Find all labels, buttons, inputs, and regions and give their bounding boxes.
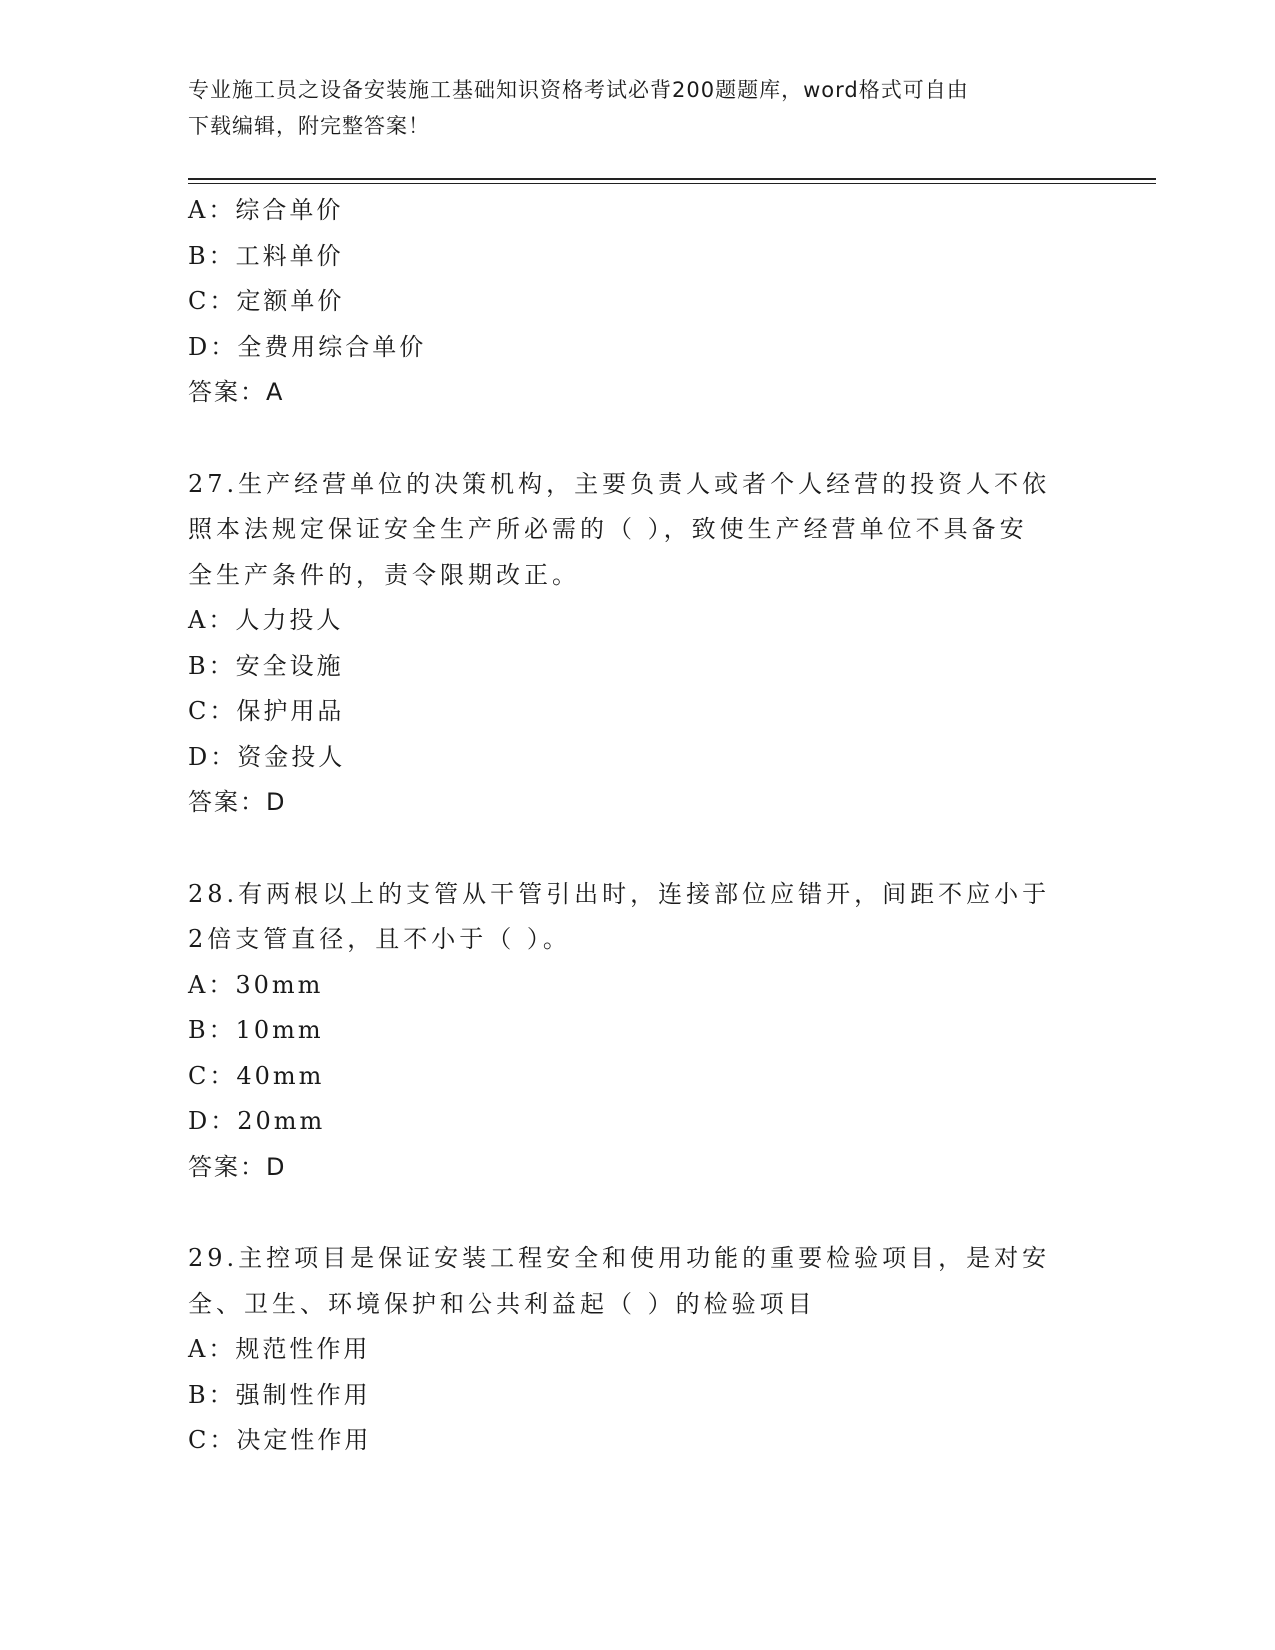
question-text-line: 27.生产经营单位的决策机构，主要负责人或者个人经营的投资人不依: [188, 469, 1051, 498]
option-c: C：决定性作用: [188, 1426, 372, 1454]
question-text-line: 全生产条件的，责令限期改正。: [188, 560, 580, 589]
question-text-line: 28.有两根以上的支管从干管引出时，连接部位应错开，间距不应小于: [188, 879, 1051, 908]
question-29: [188, 1236, 1088, 1464]
option-a: A：综合单价: [188, 196, 344, 224]
header-line-2: 下载编辑，附完整答案！: [188, 114, 430, 138]
option-d: D：资金投人: [188, 742, 346, 771]
option-b: B：10mm: [188, 1016, 324, 1044]
option-a: A：人力投人: [188, 606, 344, 634]
option-d: D：20mm: [188, 1107, 326, 1135]
question-28: [188, 872, 1088, 1191]
option-b: B：工料单价: [188, 241, 344, 270]
option-d: D：全费用综合单价: [188, 332, 427, 361]
option-b: B：安全设施: [188, 651, 344, 680]
answer: 答案：A: [188, 378, 285, 406]
question-text-line: 照本法规定保证安全生产所必需的（ ），致使生产经营单位不具备安: [188, 515, 1028, 543]
question-text-line: 2倍支管直径，且不小于（ ）。: [188, 925, 571, 953]
question-text-line: 全、卫生、环境保护和公共利益起（ ）的检验项目: [188, 1289, 816, 1318]
answer: 答案：D: [188, 1152, 287, 1181]
option-c: C：40mm: [188, 1061, 325, 1090]
question-27: [188, 462, 1088, 826]
question-text-line: 29.主控项目是保证安装工程安全和使用功能的重要检验项目，是对安: [188, 1244, 1051, 1272]
header-line-1: 专业施工员之设备安装施工基础知识资格考试必背200题题库，word格式可自由: [188, 78, 969, 102]
option-a: A：规范性作用: [188, 1335, 371, 1363]
question-list: [188, 188, 1088, 1464]
header-divider-thick: [188, 178, 1156, 180]
option-b: B：强制性作用: [188, 1380, 371, 1409]
option-c: C：保护用品: [188, 697, 345, 725]
document-header: [188, 72, 1088, 144]
option-c: C：定额单价: [188, 287, 345, 315]
header-divider-thin: [188, 183, 1156, 184]
answer: 答案：D: [188, 788, 287, 816]
question-prev: [188, 188, 1088, 416]
option-a: A：30mm: [188, 970, 324, 999]
